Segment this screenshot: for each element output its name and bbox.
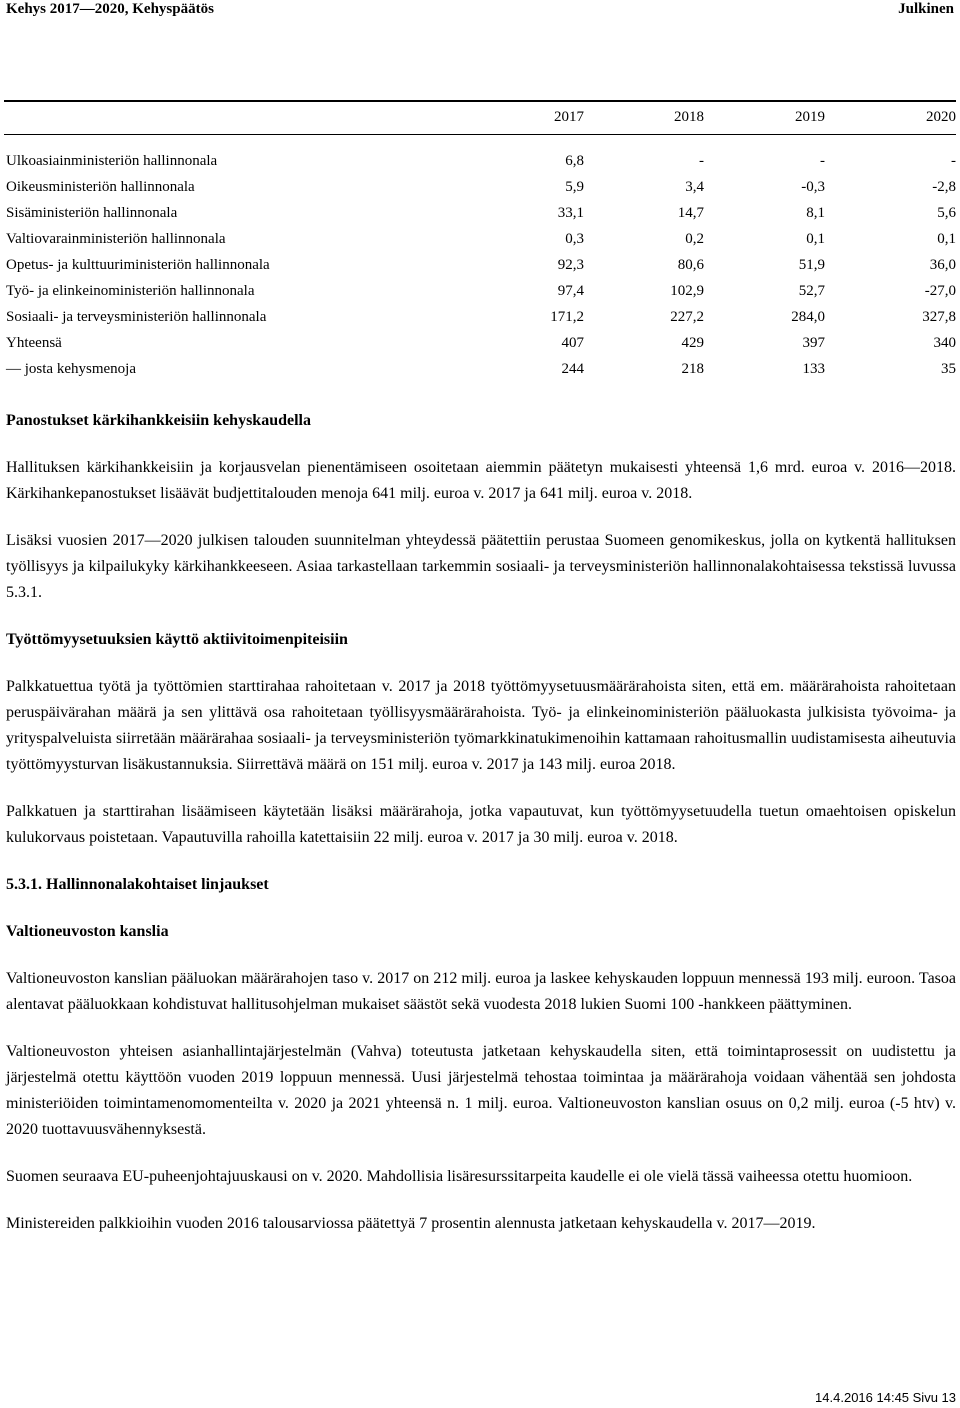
section-heading: Panostukset kärkihankkeisiin kehyskaudella <box>6 412 311 429</box>
row-label: Opetus- ja kulttuuriministeriön hallinnonala <box>6 256 270 273</box>
row-value: 133 <box>802 360 825 377</box>
row-label: Ulkoasiainministeriön hallinnonala <box>6 152 218 169</box>
table-row <box>4 278 956 304</box>
row-value: 33,1 <box>557 204 584 221</box>
table-row <box>4 174 956 200</box>
paragraph: Palkkatuen ja starttirahan lisäämiseen käytetään lisäksi määrärahoja, jotka vapautuvat, kun työttömyysetuudella tuetun omaehtoisen opiskelun kulukorvaus poistetaan. Vapautuvilla rahoilla katettaisiin 22 milj. euroa v. 2017 ja 30 milj. euroa v. 2018. <box>6 803 956 846</box>
row-label: Sosiaali- ja terveysministeriön hallinnonala <box>6 308 267 325</box>
table-header-row <box>4 104 956 130</box>
row-value: 92,3 <box>557 256 584 273</box>
paragraph: Valtioneuvoston kanslian pääluokan määrärahojen taso v. 2017 on 212 milj. euroa ja laskee kehyskauden loppuun mennessä 193 milj. euroon. Tasoa alentavat pääluokkaan kohdistuvat hallitusohjelman mukaiset säästöt sekä vuodesta 2018 lukien Suomi 100 -hankkeen päättyminen. <box>6 970 956 1013</box>
row-value: 3,4 <box>685 178 704 195</box>
year-header: 2018 <box>674 108 704 125</box>
row-value: 284,0 <box>791 308 825 325</box>
row-value: 97,4 <box>557 282 584 299</box>
paragraph: Palkkatuettua työtä ja työttömien starttirahaa rahoitetaan v. 2017 ja 2018 työttömyysetuusmäärärahoista siten, että em. määrärahoista rahoitetaan peruspäivärahan määrä ja sen ylittävä osa rahoitetaan työllisyysmäärärahoista. Työ- ja elinkeinoministeriön pääluokasta julkisista työvoima- ja yrityspalveluista siirretään määrärahaa sosiaali- ja terveysministeriön työmarkkinatukimenoihin kattamaan rahoitusmallin uudistamisesta aiheutuvia työttömyysturvan lisäkustannuksia. Siirrettävä määrä on 151 milj. euroa v. 2017 ja 143 milj. euroa 2018. <box>6 678 956 773</box>
row-value: 327,8 <box>922 308 956 325</box>
row-value: 0,2 <box>685 230 704 247</box>
row-value: 52,7 <box>798 282 825 299</box>
section-heading: Valtioneuvoston kanslia <box>6 923 169 940</box>
year-header: 2017 <box>554 108 584 125</box>
row-value: 0,1 <box>806 230 825 247</box>
row-value: 102,9 <box>670 282 704 299</box>
row-value: 80,6 <box>677 256 704 273</box>
row-value: 429 <box>681 334 704 351</box>
classification-label: Julkinen <box>898 1 954 17</box>
page-footer: 14.4.2016 14:45 Sivu 13 <box>815 1390 956 1405</box>
row-value: - <box>951 152 956 169</box>
table-top-rule <box>4 100 956 102</box>
year-header: 2020 <box>926 108 956 125</box>
paragraph: Hallituksen kärkihankkeisiin ja korjausvelan pienentämiseen osoitetaan aiemmin päätetyn mukaisesti yhteensä 1,6 mrd. euroa v. 2016—2018. Kärkihankepanostukset lisäävät budjettitalouden menoja 641 milj. euroa v. 2017 ja 641 milj. euroa v. 2018. <box>6 459 956 502</box>
row-value: 8,1 <box>806 204 825 221</box>
row-value: 227,2 <box>670 308 704 325</box>
row-value: 407 <box>561 334 584 351</box>
row-value: - <box>820 152 825 169</box>
paragraph: Valtioneuvoston yhteisen asianhallintajärjestelmän (Vahva) toteutusta jatketaan kehyskaudella siten, että toimintaprosessit on uudistettu ja järjestelmä otettu käyttöön vuoden 2019 loppuun mennessä. Uusi järjestelmä tehostaa toimintaa ja määrärahoja voidaan vähentää sen johdosta ministeriöiden toimintamenomomenteilta v. 2020 ja 2021 yhteensä n. 1 milj. euroa. Valtioneuvoston kanslian osuus on 0,2 milj. euroa (-5 htv) v. 2020 tuottavuusvähennyksestä. <box>6 1043 956 1138</box>
row-value: 6,8 <box>565 152 584 169</box>
row-value: 244 <box>561 360 584 377</box>
row-value: 171,2 <box>550 308 584 325</box>
paragraph: Suomen seuraava EU-puheenjohtajuuskausi on v. 2020. Mahdollisia lisäresurssitarpeita kaudelle ei ole vielä tässä vaiheessa otettu huomioon. <box>6 1168 913 1185</box>
row-label: Työ- ja elinkeinoministeriön hallinnonala <box>6 282 255 299</box>
row-value: -0,3 <box>801 178 825 195</box>
paragraph: Ministereiden palkkioihin vuoden 2016 talousarviossa päätettyä 7 prosentin alennusta jatketaan kehyskaudella v. 2017—2019. <box>6 1215 816 1232</box>
table-row <box>4 148 956 174</box>
row-value: - <box>699 152 704 169</box>
page-header <box>6 0 954 18</box>
row-label: — josta kehysmenoja <box>6 360 136 377</box>
row-label: Oikeusministeriön hallinnonala <box>6 178 195 195</box>
row-value: 36,0 <box>929 256 956 273</box>
table-row <box>4 200 956 226</box>
table-row <box>4 356 956 382</box>
row-value: 340 <box>933 334 956 351</box>
table-row <box>4 304 956 330</box>
row-value: 51,9 <box>798 256 825 273</box>
section-heading: 5.3.1. Hallinnonalakohtaiset linjaukset <box>6 876 269 893</box>
row-value: 5,9 <box>565 178 584 195</box>
row-value: 35 <box>941 360 956 377</box>
year-header: 2019 <box>795 108 825 125</box>
row-value: 0,3 <box>565 230 584 247</box>
document-title: Kehys 2017—2020, Kehyspäätös <box>6 1 214 17</box>
table-row <box>4 330 956 356</box>
row-value: 0,1 <box>937 230 956 247</box>
row-label: Yhteensä <box>6 334 62 351</box>
body-text <box>6 408 956 1258</box>
row-value: 14,7 <box>677 204 704 221</box>
row-value: 5,6 <box>937 204 956 221</box>
section-heading: Työttömyysetuuksien käyttö aktiivitoimenpiteisiin <box>6 631 348 648</box>
row-label: Valtiovarainministeriön hallinnonala <box>6 230 226 247</box>
table-row <box>4 252 956 278</box>
row-label: Sisäministeriön hallinnonala <box>6 204 178 221</box>
row-value: -27,0 <box>924 282 956 299</box>
table-row <box>4 226 956 252</box>
row-value: 397 <box>802 334 825 351</box>
row-value: 218 <box>681 360 704 377</box>
table-body <box>4 148 956 382</box>
paragraph: Lisäksi vuosien 2017—2020 julkisen talouden suunnitelman yhteydessä päätettiin perustaa Suomeen genomikeskus, jolla on kytkentä hallituksen työllisyys ja kilpailukyky kärkihankkeeseen. Asiaa tarkastellaan tarkemmin sosiaali- ja terveysministeriön hallinnonalakohtaisessa tekstissä luvussa 5.3.1. <box>6 532 956 601</box>
row-value: -2,8 <box>932 178 956 195</box>
budget-table <box>4 104 956 382</box>
